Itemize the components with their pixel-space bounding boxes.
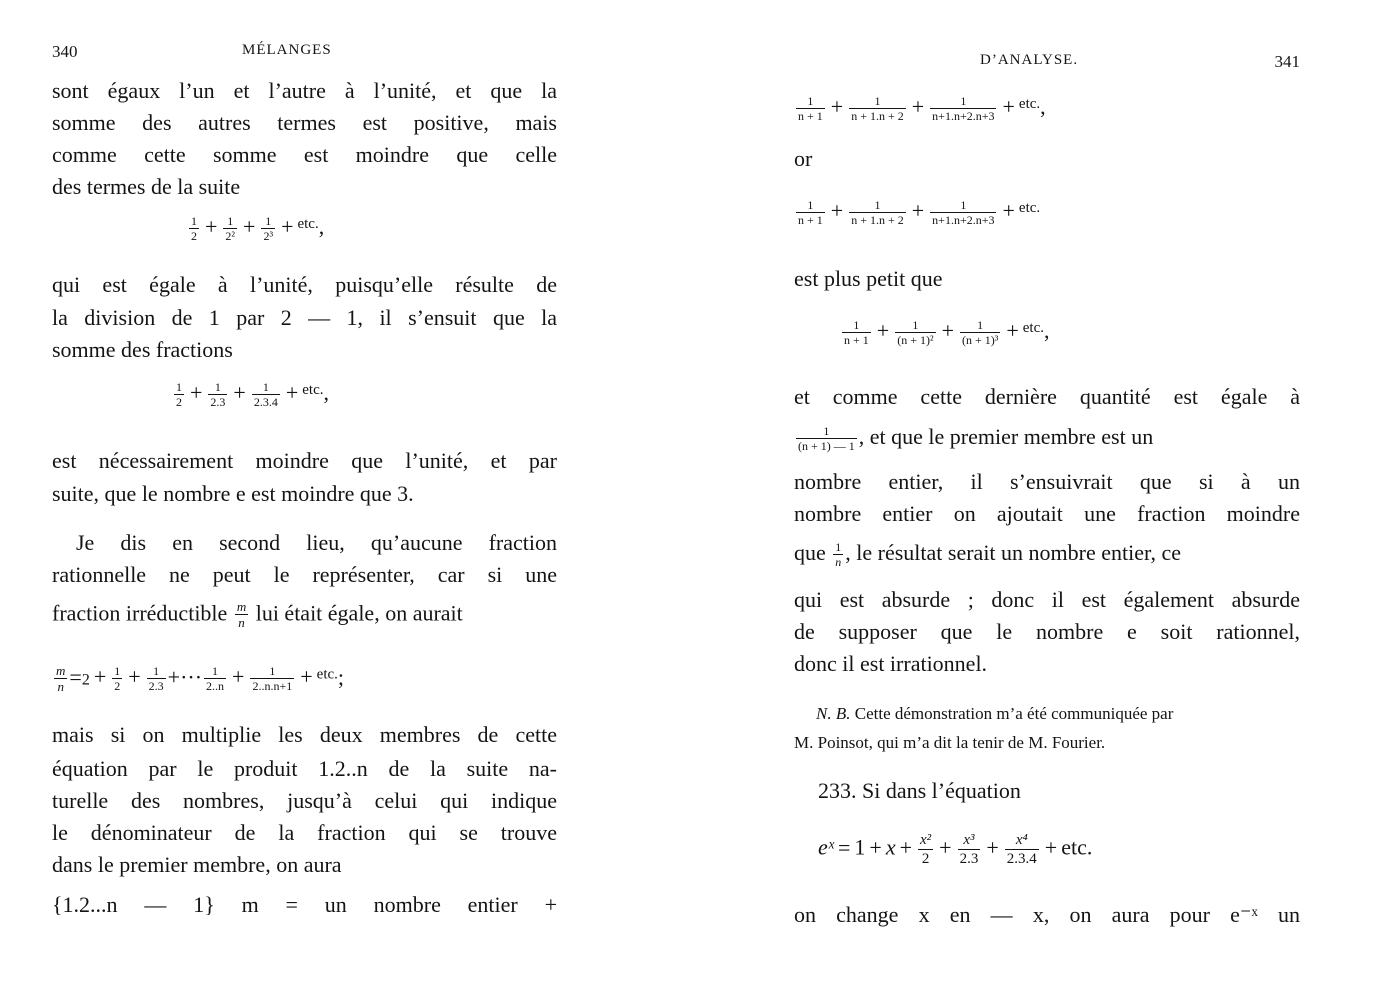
text-line-fraction: que $\frac{1}{n}$ , le résultat serait un nombre entier, ce [794,539,1181,569]
right-running-head: D’ANALYSE. [980,52,1079,68]
text-line: qui est absurde ; donc il est également absurde [794,587,1300,612]
footnote-line-1: N. B. Cette démonstration m’a été communiquée par [816,704,1174,723]
text-line-fraction: fraction irréductible $\frac{m}{n}$ lui était égale, on aurait [52,599,463,631]
left-page [52,0,557,984]
right-page [794,0,1300,984]
text-line: la division de 1 par 2 — 1, il s’ensuit que la [52,305,557,330]
text-line: et comme cette dernière quantité est égale à [794,384,1300,409]
text-line: on change x en — x, on aura pour e⁻ˣ un [794,902,1300,927]
right-page-number: 341 [1274,52,1300,71]
text-line: qui est égale à l’unité, puisqu’elle résulte de [52,272,557,297]
text-line: donc il est irrationnel. [794,651,988,676]
text-line: nombre entier, il s’ensuivrait que si à un [794,469,1300,494]
text-line: somme des autres termes est positive, mais [52,110,557,135]
text-line: mais si on multiplie les deux membres de cette [52,722,557,747]
exponential-equation: eˣ = 1 + x + $\frac{\text{x²}}{2}$ + $\frac{\text{x³}}{2.3}$ + $\frac{\text{x⁴}}{2.3.4}$ + etc. [818,832,1093,867]
text-line-fraction: $\frac{1}{(n + 1) — 1}$ , et que le premier membre est un [798,423,1154,453]
text-line: or [794,146,813,171]
text-line: somme des fractions [52,337,233,362]
series-equation-3: $\frac{m}{n}$ =2 + $\frac{1}{2}$ + $\frac{1}{2.3}$ +··· $\frac{1}{2..n}$ + $\frac{1}{2..n.n+1}$ + $^{etc.}$; [56,663,345,695]
series-equation-5: $\frac{1}{n + 1}$ + $\frac{1}{n + 1.n + 2}$ + $\frac{1}{n+1.n+2.n+3}$ + $^{etc.}$ [798,197,1041,227]
text-line: dans le premier membre, on aura [52,852,342,877]
left-page-number: 340 [52,42,78,61]
text-line: turelle des nombres, jusqu’à celui qui indique [52,788,557,813]
text-line: nombre entier on ajoutait une fraction moindre [794,501,1300,526]
text-line: Je dis en second lieu, qu’aucune fraction [76,530,557,555]
series-equation-6: $\frac{1}{n + 1}$ + $\frac{1}{\text{(n + 1)²}}$ + $\frac{1}{\text{(n + 1)³}}$ + $^{etc.}$, [844,317,1050,347]
series-equation-2: $\frac{1}{2}$ + $\frac{1}{2.3}$ + $\frac{1}{2.3.4}$ + $^{etc.}$, [176,379,329,409]
text-line: sont égaux l’un et l’autre à l’unité, et que la [52,78,557,103]
series-equation-4: $\frac{1}{n + 1}$ + $\frac{1}{n + 1.n + 2}$ + $\frac{1}{n+1.n+2.n+3}$ + $^{etc.}$, [798,93,1046,123]
text-line: équation par le produit 1.2..n de la suite na- [52,756,557,781]
series-equation-1: $\frac{1}{2}$ + $\frac{1}{\text{2²}}$ + $\frac{1}{\text{2³}}$ + $^{etc.}$, [191,213,325,243]
left-running-head: MÉLANGES [242,42,332,58]
text-line: suite, que le nombre e est moindre que 3. [52,481,414,506]
text-line: de supposer que le nombre e soit rationnel, [794,619,1300,644]
text-line: est plus petit que [794,266,943,291]
text-line: comme cette somme est moindre que celle [52,142,557,167]
footnote-line-2: M. Poinsot, qui m’a dit la tenir de M. Fourier. [794,733,1106,752]
text-line: des termes de la suite [52,174,241,199]
text-line: rationnelle ne peut le représenter, car si une [52,562,557,587]
text-line: est nécessairement moindre que l’unité, et par [52,448,557,473]
section-heading: 233. Si dans l’équation [818,778,1021,803]
text-line: {1.2...n — 1} m = un nombre entier + [52,892,557,917]
text-line: le dénominateur de la fraction qui se trouve [52,820,557,845]
